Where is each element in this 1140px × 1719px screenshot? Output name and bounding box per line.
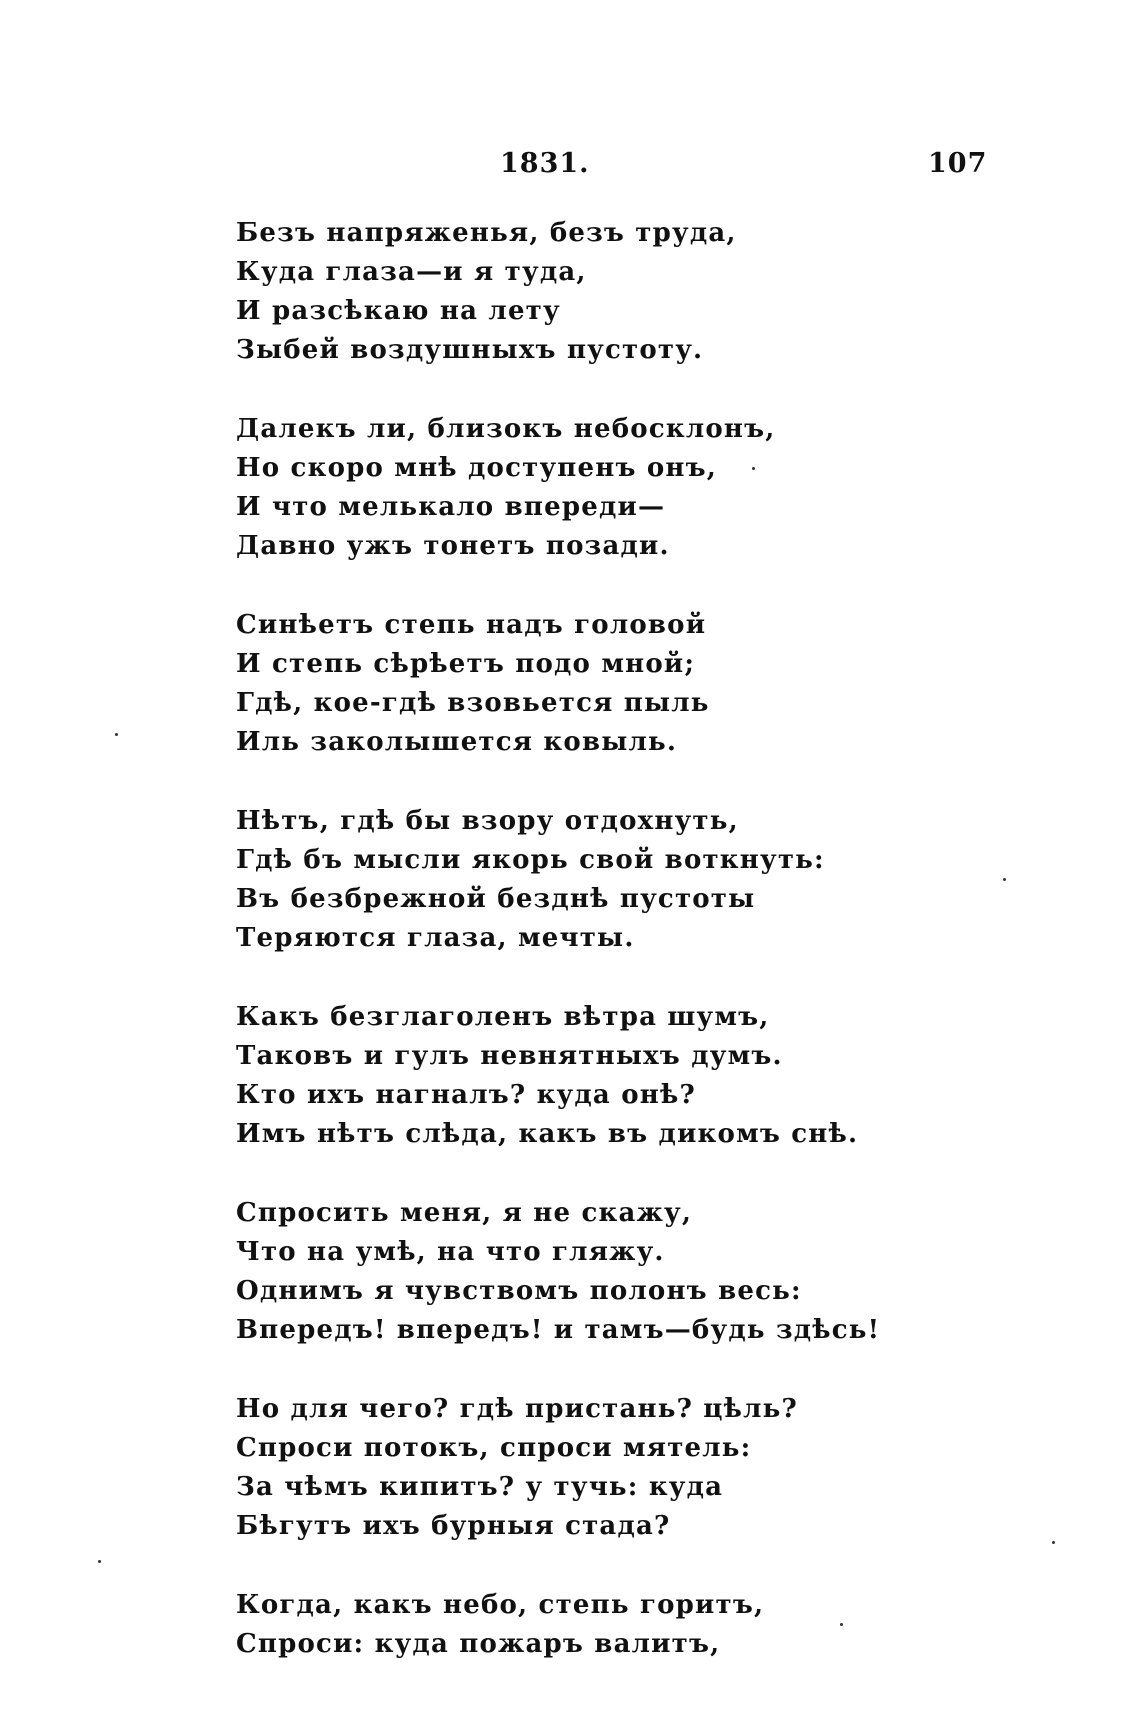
- running-header-year: 1831.: [500, 148, 590, 179]
- poem-line: Иль заколышется ковыль.: [236, 727, 678, 757]
- poem-line: Гдѣ, кое-гдѣ взовьется пыль: [236, 688, 710, 718]
- poem-line: Въ безбрежной безднѣ пустоты: [236, 884, 756, 914]
- poem-line: Куда глаза—и я туда,: [236, 257, 587, 287]
- scan-speck: [98, 1560, 101, 1563]
- scan-speck: [840, 1623, 843, 1626]
- scan-speck: [1052, 1541, 1055, 1544]
- scan-speck: [1003, 878, 1006, 881]
- poem-line: Спроси потокъ, спроси мятель:: [236, 1433, 752, 1463]
- poem-line: За чѣмъ кипитъ? у тучь: куда: [236, 1472, 724, 1502]
- stanza-8: [236, 1586, 1056, 1664]
- poem-line: Спросить меня, я не скажу,: [236, 1198, 693, 1228]
- poem-line: Что на умѣ, на что гляжу.: [236, 1237, 665, 1267]
- poem-body: [236, 214, 1056, 1704]
- poem-line: Но для чего? гдѣ пристань? цѣль?: [236, 1394, 798, 1424]
- poem-line: Однимъ я чувствомъ полонъ весь:: [236, 1276, 802, 1306]
- poem-line: Имъ нѣтъ слѣда, какъ въ дикомъ снѣ.: [236, 1119, 859, 1149]
- page-number: 107: [928, 148, 988, 179]
- poem-line: Зыбей воздушныхъ пустоту.: [236, 335, 704, 365]
- poem-line: И степь сѣрѣетъ подо мной;: [236, 649, 696, 679]
- poem-line: Но скоро мнѣ доступенъ онъ,: [236, 453, 718, 483]
- stanza-1: [236, 214, 1056, 370]
- poem-line: Когда, какъ небо, степь горитъ,: [236, 1590, 765, 1620]
- scan-speck: [752, 467, 755, 470]
- stanza-2: [236, 410, 1056, 566]
- poem-line: Спроси: куда пожаръ валитъ,: [236, 1629, 721, 1659]
- poem-line: Какъ безглаголенъ вѣтра шумъ,: [236, 1002, 770, 1032]
- stanza-3: [236, 606, 1056, 762]
- poem-line: Гдѣ бъ мысли якорь свой воткнуть:: [236, 845, 825, 875]
- stanza-4: [236, 802, 1056, 958]
- poem-line: Таковъ и гулъ невнятныхъ думъ.: [236, 1041, 783, 1071]
- poem-line: И разсѣкаю на лету: [236, 296, 561, 326]
- poem-line: Синѣетъ степь надъ головой: [236, 610, 707, 640]
- scan-speck: [115, 733, 118, 736]
- poem-line: Далекъ ли, близокъ небосклонъ,: [236, 414, 776, 444]
- stanza-6: [236, 1194, 1056, 1350]
- stanza-7: [236, 1390, 1056, 1546]
- poem-line: Безъ напряженья, безъ труда,: [236, 218, 737, 248]
- poem-line: Впередъ! впередъ! и тамъ—будь здѣсь!: [236, 1315, 881, 1345]
- poem-line: Нѣтъ, гдѣ бы взору отдохнуть,: [236, 806, 739, 836]
- poem-line: И что мелькало впереди—: [236, 492, 666, 522]
- poem-line: Теряются глаза, мечты.: [236, 923, 635, 953]
- poem-line: Бѣгутъ ихъ бурныя стада?: [236, 1511, 671, 1541]
- stanza-5: [236, 998, 1056, 1154]
- poem-line: Кто ихъ нагналъ? куда онѣ?: [236, 1080, 696, 1110]
- poem-line: Давно ужъ тонетъ позади.: [236, 531, 670, 561]
